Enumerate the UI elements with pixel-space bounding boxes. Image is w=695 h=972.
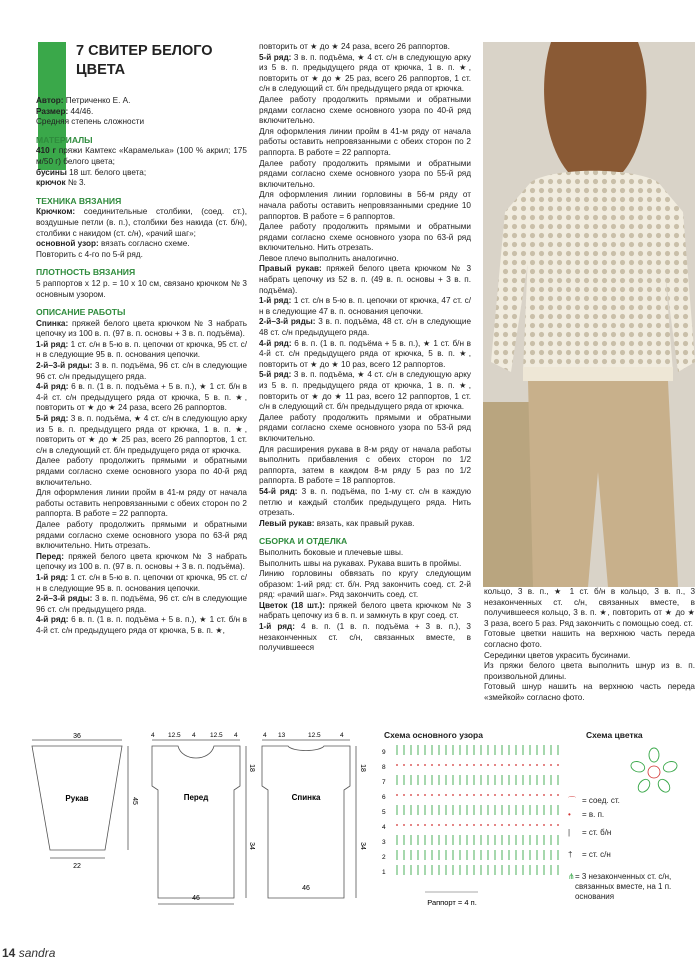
back-pattern (262, 740, 356, 898)
chain-mark (501, 794, 503, 796)
row-text: 3 в. п. подъёма, по 1-му ст. с/н в каждую петлю и каждый столбик предыдущего ряда. Нить отрезать. (259, 486, 471, 518)
column-2 (259, 42, 471, 654)
legend-text: = в. п. (582, 810, 605, 819)
legend-text: = ст. с/н (582, 850, 611, 859)
sleeve-text: пряжей белого цвета крючком № 3 набрать цепочку из 52 в. п. (49 в. п. основы + 3 в. п. подъёма). (259, 264, 471, 295)
flower-center-ring (648, 766, 660, 778)
page-title (76, 42, 213, 80)
chain-mark (438, 764, 440, 766)
flower-petal-mark (630, 760, 646, 774)
density-text: 5 раппортов х 12 р. = 10 х 10 см, связано крючком № 3 основным узором. (36, 278, 247, 299)
page-footer (2, 946, 55, 960)
chain-mark (403, 794, 405, 796)
chain-mark (543, 764, 545, 766)
paragraph: Для оформления линии пройм в 41-м ряду от начала работы оставить непровязанными с обеих сторон по 2 раппорта. В работе = 22 раппорта. (36, 488, 247, 519)
join-symbol-icon: ⌒ (568, 796, 576, 805)
sleeve-bottom-measure: 22 (73, 863, 81, 870)
flower-petal-mark (656, 777, 672, 794)
row-label: 5-й ряд: (259, 52, 292, 62)
back-bottom-measure: 46 (302, 885, 310, 892)
chain-mark (438, 794, 440, 796)
paragraph: Для оформления линии горловины в 56-м ряду от начала работы оставить непровязанными средние 10 раппортов. В работе = 6 раппортов. (259, 190, 471, 221)
paragraph: Серединки цветов украсить бусинами. (484, 650, 631, 660)
chain-mark (515, 794, 517, 796)
front-bottom-measure: 46 (192, 895, 200, 902)
paragraph: Готовый шнур нашить на верхнюю часть переда «змейкой» согласно фото. (484, 682, 695, 702)
flower-label: Цветок (18 шт.): (259, 600, 325, 610)
row-label: 2-й–3-й ряды: (36, 594, 93, 604)
row-label: 4-й ряд: (36, 615, 69, 625)
author-label: Автор: (36, 96, 64, 105)
flower-petal-mark (662, 760, 678, 774)
row-label: 1-й ряд: (259, 296, 292, 306)
row-label: 2-й–3-й ряды: (36, 361, 93, 371)
left-sleeve-label: Левый рукав: (259, 518, 315, 528)
row-label: 4-й ряд: (36, 382, 69, 392)
technique-heading: ТЕХНИКА ВЯЗАНИЯ (36, 195, 122, 206)
legend-item (568, 810, 692, 820)
paragraph: Выполнить боковые и плечевые швы. (259, 547, 404, 557)
legend-item (568, 850, 692, 860)
chain-mark (536, 764, 538, 766)
chain-mark (515, 764, 517, 766)
chain-mark (557, 794, 559, 796)
row-number: 4 (382, 824, 386, 831)
chain-mark (522, 824, 524, 826)
sleeve-label: Правый рукав: (259, 264, 322, 274)
author: Петриченко Е. А. (65, 96, 131, 105)
chain-mark (403, 764, 405, 766)
row-text: 6 в. п. (1 в. п. подъёма + 5 в. п.), ★ 1 ст. б/н в 4-й ст. с/н предыдущего ряда от крючка, 5 в. п. ★, повторить от ★ до ★ 10 раз, всего 12 раппортов. (259, 338, 471, 369)
paragraph: Далее работу продолжить прямыми и обратными рядами согласно схеме основного узора по 40-й ряд включительно. (36, 456, 247, 487)
back-label: Спинка: (36, 318, 69, 328)
legend-item (568, 828, 692, 838)
column-1 (36, 96, 247, 637)
chain-mark (529, 824, 531, 826)
row-number: 9 (382, 749, 386, 756)
technique-repeat: Повторить с 4-го по 5-й ряд. (36, 249, 143, 259)
chain-mark (529, 764, 531, 766)
row-text: 6 в. п. (1 в. п. подъёма + 5 в. п.), ★ 1 ст. б/н в 4-й ст. с/н предыдущего ряда от крючка, 5 в. п. ★, повторить от ★ до ★ 24 раза, всего 26 раппортов. (36, 382, 248, 413)
legend-text: = соед. ст. (582, 796, 620, 805)
chain-mark (452, 824, 454, 826)
paragraph: Далее работу продолжить прямыми и обратными рядами согласно схеме основного узора по 40-й ряд включительно. (259, 94, 471, 126)
chain-mark (452, 794, 454, 796)
back-text: пряжей белого цвета крючком № 3 набрать цепочку из 100 в. п. (97 в. п. основы + 3 в. п. подъёма). (36, 318, 247, 339)
chain-mark (417, 764, 419, 766)
materials-yarn-amount: 410 г (36, 146, 56, 156)
paragraph: Для расширения рукава в 8-м ряду от начала работы выполнить прибавления с обеих сторон по 1/2 раппорта, затем в каждом 8-м ряду 5 раз по 1/2 раппорта. В работе = 18 раппортов. (259, 444, 471, 486)
chain-mark (557, 824, 559, 826)
paragraph: кольцо, 3 в. п., ★ 1 ст. б/н в кольцо, 3 в. п., 3 незаконченных ст. с/н, связанных вместе, в получившееся кольцо, 3 в. п. ★, повторить от ★ до ★ 3 раза, всего 5 раз. Ряд закончить с помощью соед. ст. (484, 587, 695, 628)
size-label: Размер: (36, 106, 69, 116)
row-text: 1 ст. с/н в 5-ю в. п. цепочки от крючка, 95 ст. с/н в следующие 95 в. п. основания цепочки. (36, 572, 247, 593)
assembly-heading: СБОРКА И ОТДЕЛКА (259, 536, 348, 547)
row-number: 8 (382, 764, 386, 771)
paragraph: Выполнить швы на рукавах. Рукава вшить в проймы. (259, 558, 462, 568)
paragraph: Далее работу продолжить прямыми и обратными рядами согласно схеме основного узора по 63-й ряд включительно. Нить отрезать. (259, 222, 471, 253)
flower-scheme-title: Схема цветка (586, 730, 643, 740)
sleeve-label: Рукав (65, 794, 89, 803)
paragraph: Из пряжи белого цвета выполнить шнур из в. п. произвольной длины. (484, 661, 695, 681)
chain-mark (550, 794, 552, 796)
back-top-measure: 12.5 (308, 732, 321, 739)
page-number: 14 (2, 946, 16, 960)
paragraph: Готовые цветки нашить на верхнюю часть переда согласно фото. (484, 629, 695, 649)
chain-mark (536, 824, 538, 826)
chain-mark (494, 764, 496, 766)
chain-mark (410, 764, 412, 766)
chain-mark (473, 764, 475, 766)
chain-mark (473, 794, 475, 796)
chain-mark (543, 824, 545, 826)
chain-mark (424, 824, 426, 826)
chain-mark (494, 794, 496, 796)
chain-mark (459, 794, 461, 796)
chain-mark (508, 764, 510, 766)
chain-mark (403, 824, 405, 826)
chain-mark (452, 764, 454, 766)
chain-mark (417, 824, 419, 826)
chain-mark (473, 824, 475, 826)
paragraph: Далее работу продолжить прямыми и обратными рядами согласно схеме основного узора по 63-й ряд включительно. Нить отрезать. (36, 519, 247, 551)
materials-beads: 18 шт. белого цвета; (69, 167, 147, 177)
flower-scheme (624, 742, 684, 802)
technique-pattern-label: основной узор: (36, 239, 99, 249)
paragraph: Для оформления линии пройм в 41-м ряду от начала работы оставить непровязанными с обеих сторон по 2 раппорта. В работе = 22 раппорта. (259, 126, 471, 157)
chain-mark (487, 794, 489, 796)
back-arm-measure: 18 (359, 764, 366, 772)
left-sleeve-text: вязать, как правый рукав. (316, 518, 415, 528)
main-scheme-title: Схема основного узора (384, 730, 483, 740)
chain-mark (431, 764, 433, 766)
chain-mark (466, 824, 468, 826)
garment-patterns (20, 728, 380, 908)
chain-mark (410, 794, 412, 796)
size: 44/46. (70, 106, 94, 116)
row-label: 2-й–3-й ряды: (259, 317, 316, 327)
row-number: 6 (382, 794, 386, 801)
sleeve-top-measure: 36 (73, 733, 81, 740)
row-text: 1 ст. с/н в 5-ю в. п. цепочки от крючка, 47 ст. с/н в следующие 47 в. п. основания цепочки. (259, 296, 472, 316)
chain-mark (536, 794, 538, 796)
chain-mark (445, 824, 447, 826)
chain-mark (424, 794, 426, 796)
materials-heading: МАТЕРИАЛЫ (36, 134, 93, 145)
sleeve-height-measure: 45 (131, 797, 138, 805)
row-label: 5-й ряд: (259, 370, 292, 380)
chain-mark (487, 824, 489, 826)
chain-mark (529, 794, 531, 796)
front-pattern (152, 740, 246, 904)
back-top-measure: 4 (263, 732, 267, 739)
model-photo (483, 42, 695, 587)
chain-mark (522, 794, 524, 796)
row-text: 3 в. п. подъёма, 96 ст. с/н в следующие 96 ст. с/н предыдущего ряда. (36, 594, 248, 614)
flower-petal-mark (636, 777, 652, 794)
technique-pattern-text: вязать согласно схеме. (101, 239, 190, 249)
materials-hook-label: крючок (36, 178, 66, 188)
front-top-measure: 4 (234, 732, 238, 739)
technique-hook-label: Крючком: (36, 207, 76, 217)
chain-mark (494, 824, 496, 826)
flower-text: пряжей белого цвета крючком № 3 набрать цепочку из 6 в. п. и замкнуть в круг соед. ст. (259, 600, 471, 621)
row-number: 1 (382, 869, 386, 876)
chain-mark (501, 764, 503, 766)
chain-mark (431, 794, 433, 796)
row-text: 6 в. п. (1 в. п. подъёма + 5 в. п.), ★ 1 ст. б/н в 4-й ст. с/н предыдущего ряда от крючка, 5 в. п. ★, (36, 615, 248, 635)
cluster-symbol-icon: ⋔ (568, 872, 575, 881)
front-top-measure: 4 (151, 732, 155, 739)
chain-mark (396, 764, 398, 766)
chain-mark (515, 824, 517, 826)
legend-item (568, 872, 692, 902)
difficulty: Средняя степень сложности (36, 117, 145, 127)
paragraph: повторить от ★ до ★ 24 раза, всего 26 раппортов. (259, 42, 450, 51)
chain-mark (417, 794, 419, 796)
magazine-name: sandra (18, 946, 56, 960)
row-text: 3 в. п. подъёма, 48 ст. с/н в следующие 48 ст. с/н предыдущего ряда. (259, 317, 471, 338)
chain-mark (445, 764, 447, 766)
sc-symbol-icon: | (568, 828, 571, 837)
legend (568, 796, 692, 902)
chain-mark (508, 794, 510, 796)
front-arm-measure: 18 (248, 764, 255, 772)
main-scheme-chart (380, 742, 570, 912)
legend-item (568, 796, 692, 806)
chain-mark (424, 764, 426, 766)
chain-mark (480, 824, 482, 826)
chain-mark (480, 794, 482, 796)
row-text: 3 в. п. подъёма, ★ 4 ст. с/н в следующую арку из 5 в. п. предыдущего ряда от крючка, 1 в. п. ★, повторить от ★ до ★ 11 раз, всего 12 раппортов, 1 ст. с/н в следующий ст. б/н предыдущего ряда от крючка. (259, 370, 472, 412)
row-number: 5 (382, 809, 386, 816)
chain-mark (487, 764, 489, 766)
chain-mark (508, 824, 510, 826)
back-top-measure: 13 (278, 732, 286, 739)
row-text: 3 в. п. подъёма, ★ 4 ст. с/н в следующую арку из 5 в. п. предыдущего ряда от крючка, 1 в. п. ★, повторить от ★ до ★ 25 раз, всего 26 раппортов, 1 ст. с/н в следующий ст. б/н предыдущего ряда от крючка. (36, 414, 247, 455)
back-label: Спинка (291, 793, 321, 802)
paragraph: Далее работу продолжить прямыми и обратными рядами согласно схеме основного узора по 55-й ряд включительно. (259, 158, 471, 189)
title-line-2: ЦВЕТА (76, 62, 126, 78)
row-label: 1-й ряд: (259, 622, 295, 632)
front-label: Перед (183, 793, 209, 802)
row-number: 3 (382, 839, 386, 846)
title-line-1: 7 СВИТЕР БЕЛОГО (76, 43, 213, 59)
row-text: 3 в. п. подъёма, ★ 4 ст. с/н в следующую арку из 5 в. п. предыдущего ряда от крючка, 1 в. п. ★, повторить от ★ до ★ 25 раз, всего 26 раппортов, 1 ст. с/н в следующий ст. б/н предыдущего ряда от крючка. (259, 52, 472, 94)
paragraph: Линию горловины обвязать по кругу следующим образом: 1-ий ряд: ст. б/н. Ряд закончить соед. ст. 2-й ряд: «рачий шаг». Ряд закончить соед. ст. (259, 569, 471, 600)
row-label: 54-й ряд: (259, 486, 298, 496)
front-text: пряжей белого цвета крючком № 3 набрать цепочку из 100 в. п. (97 в. п. основы + 3 в. п. подъёма). (36, 551, 247, 572)
density-heading: ПЛОТНОСТЬ ВЯЗАНИЯ (36, 267, 136, 278)
row-label: 1-й ряд: (36, 339, 69, 349)
front-label: Перед: (36, 551, 64, 561)
row-label: 5-й ряд: (36, 414, 69, 424)
back-body-measure: 34 (359, 842, 366, 850)
materials-beads-label: бусины (36, 167, 67, 177)
chain-mark (410, 824, 412, 826)
chain-mark (550, 764, 552, 766)
row-number: 7 (382, 779, 386, 786)
legend-text: = ст. б/н (582, 828, 612, 837)
technique-hook-text: соединительные столбики, (соед. ст.), воздушные петли (в. п.), столбики без накида (ст. б/н), столбики с накидом (ст. с/н), «рачий шаг»; (36, 207, 247, 238)
materials-yarn: пряжи Камтекс «Карамелька» (100 % акрил; 175 м/50 г) белого цвета; (36, 146, 247, 166)
row-number: 2 (382, 854, 386, 861)
column-3 (484, 587, 695, 704)
front-top-measure: 4 (192, 732, 196, 739)
chain-mark (438, 824, 440, 826)
row-text: 4 в. п. (1 в. п. подъёма + 3 в. п.), 3 незаконченных ст. с/н, связанных вместе, в получившееся (259, 622, 471, 653)
front-top-measure: 12.5 (168, 732, 181, 739)
row-text: 1 ст. с/н в 5-ю в. п. цепочки от крючка, 95 ст. с/н в следующие 95 в. п. основания цепочки. (36, 339, 247, 360)
chain-mark (466, 794, 468, 796)
chain-symbol-icon: • (568, 810, 571, 819)
chain-mark (557, 764, 559, 766)
chain-mark (501, 824, 503, 826)
dc-symbol-icon: † (568, 850, 573, 859)
row-text: 3 в. п. подъёма, 96 ст. с/н в следующие 96 ст. с/н предыдущего ряда. (36, 361, 248, 381)
chain-mark (459, 824, 461, 826)
rapport-label: Раппорт = 4 п. (427, 898, 477, 907)
materials-hook: № 3. (67, 178, 86, 188)
chain-mark (550, 824, 552, 826)
chain-mark (396, 794, 398, 796)
paragraph: Далее работу продолжить прямыми и обратными рядами согласно схеме основного узора по 53-й ряд включительно. (259, 412, 471, 443)
flower-petal-mark (649, 748, 659, 762)
row-label: 1-й ряд: (36, 572, 69, 582)
chain-mark (466, 764, 468, 766)
chain-mark (480, 764, 482, 766)
model-photo-illustration (483, 42, 695, 587)
chain-mark (522, 764, 524, 766)
legend-text: = 3 незаконченных ст. с/н, связанных вместе, на 1 п. основания (574, 872, 672, 901)
chain-mark (445, 794, 447, 796)
back-top-measure: 4 (340, 732, 344, 739)
chain-mark (459, 764, 461, 766)
front-body-measure: 34 (248, 842, 255, 850)
front-top-measure: 12.5 (210, 732, 223, 739)
paragraph: Левое плечо выполнить аналогично. (259, 253, 399, 263)
chain-mark (543, 794, 545, 796)
chain-mark (431, 824, 433, 826)
chain-mark (396, 824, 398, 826)
description-heading: ОПИСАНИЕ РАБОТЫ (36, 307, 126, 318)
row-label: 4-й ряд: (259, 338, 292, 348)
